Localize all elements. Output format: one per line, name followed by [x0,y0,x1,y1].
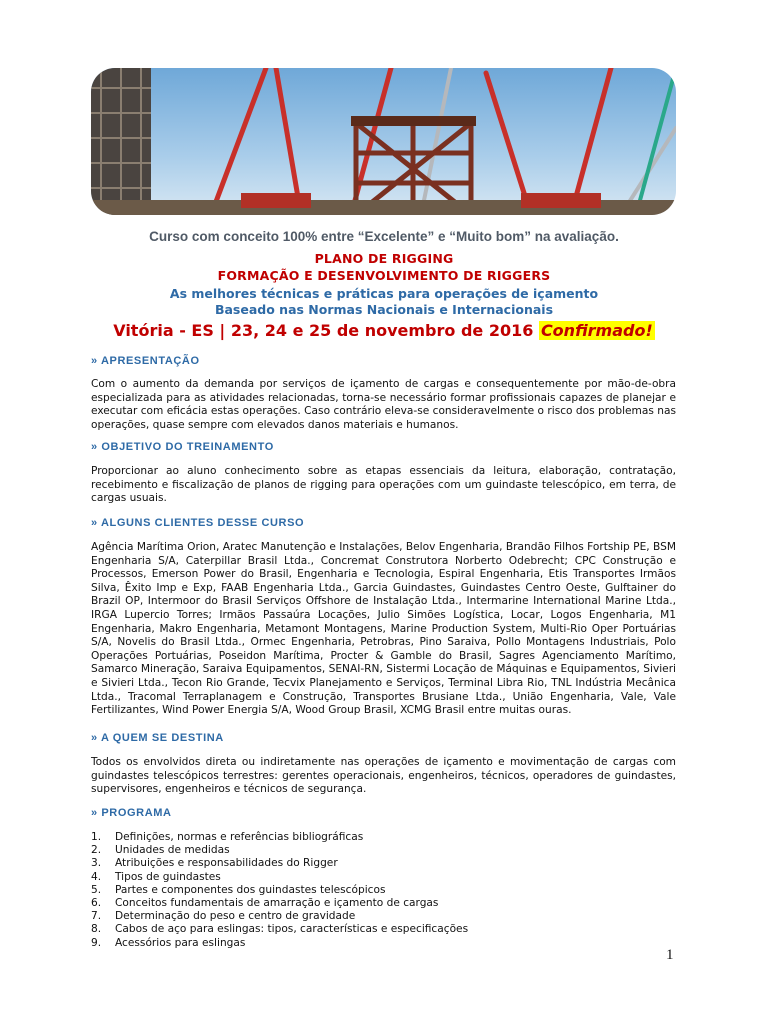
heading-objetivo: » OBJETIVO DO TREINAMENTO [91,441,274,453]
list-item [91,884,676,897]
page-number: 1 [666,947,674,963]
heading-programa: » PROGRAMA [91,807,172,819]
list-item-text: Unidades de medidas [115,844,230,857]
list-item [91,910,676,923]
course-title: PLANO DE RIGGING [314,251,454,266]
course-tagline-2: Baseado nas Normas Nacionais e Internacionais [214,302,554,317]
cranes-photo [91,68,676,215]
list-item-number: 4. [91,870,102,883]
heading-destina: » A QUEM SE DESTINA [91,732,224,744]
text-clientes: Agência Marítima Orion, Aratec Manutenção e Instalações, Belov Engenharia, Brandão Filhos Fortship PE, BSM Engenharia S/A, Caterpillar Brasil Ltda., Concremat Construtora Norberto Odebrecht; CPC Construção e Processos, Emerson Power do Brasil, Engenharia e Tecnologia, Espiral Engenharia, Etis Transportes Irmãos Silva, Êxito Imp e Exp, FAAB Engenharia Ltda., Garcia Guindastes, Guindastes Centro Oeste, Gulftainer do Brazil OP, Intermoor do Brasil Serviços Offshore de Instalação Ltda., Intermarine International Marine Ltda., IRGA Lupercio Torres; Irmãos Passaúra Locações, Julio Simões Logística, Locar, Logos Engenharia, M1 Engenharia, Makro Engenharia, Metamont Montagens, Marine Production System, Multi-Rio Oper Portuárias S/A, Novelis do Brasil Ltda., Ormec Engenharia, Petrobras, Pino Saraiva, Pollo Montagens Industriais, Polo Operações Portuárias, Poseidon Marítima, Procter & Gamble do Brasil, Sagres Agenciamento Marítimo, Samarco Mineração, Saraiva Equipamentos, SENAI-RN, Sistermi Locação de Máquinas e Equipamentos, Sivieri e Sivieri Ltda., Tecon Rio Grande, Tecvix Planejamento e Serviços, Terminal Libra Rio, TNL Indústria Mecânica Ltda., Tracomal Terraplanagem e Construção, Transportes Brusiane Ltda., União Engenharia, Vale, Vale Fertilizantes, Wind Power Energia S/A, Wood Group Brasil, XCMG Brasil entre muitas ouras. [91,541,676,717]
list-item-text: Conceitos fundamentais de amarração e içamento de cargas [115,897,439,910]
list-item-number: 9. [91,936,102,949]
list-item-number: 6. [91,897,102,910]
heading-clientes: » ALGUNS CLIENTES DESSE CURSO [91,517,305,529]
confirmed-badge: Confirmado! [540,321,653,340]
list-item-text: Partes e componentes dos guindastes telescópicos [115,883,386,896]
heading-apresentacao: » APRESENTAÇÃO [91,355,200,367]
list-item-number: 2. [91,844,102,857]
course-subtitle-red: FORMAÇÃO E DESENVOLVIMENTO DE RIGGERS [217,268,551,283]
list-item-text: Determinação do peso e centro de gravidade [115,910,356,923]
text-apresentacao: Com o aumento da demanda por serviços de içamento de cargas e consequentemente por mão-de-obra especializada para as atividades relacionadas, torna-se necessário formar profissionais capazes de planejar e executar com eficácia estas operações. Caso contrário eleva-se consideravelmente o risco dos problemas nas operações, quase sempre com elevados danos materiais e humanos. [91,378,676,431]
list-item-text: Atribuições e responsabilidades do Rigger [115,857,338,870]
list-item-number: 8. [91,923,102,936]
list-item-text: Acessórios para eslingas [115,936,246,949]
list-item-text: Definições, normas e referências bibliográficas [115,831,364,843]
list-item-number: 1. [91,831,102,843]
list-item-text: Cabos de aço para eslingas: tipos, características e especificações [115,923,469,936]
list-item-number: 7. [91,910,102,923]
list-item [91,923,676,936]
list-item [91,831,676,844]
program-list [91,831,676,950]
list-item [91,857,676,870]
list-item [91,844,676,857]
course-tagline-1: As melhores técnicas e práticas para operações de içamento [169,286,599,301]
list-item-text: Tipos de guindastes [115,870,221,883]
event-text: Vitória - ES | 23, 24 e 25 de novembro de 2016 [113,321,539,340]
list-item-number: 3. [91,857,102,870]
event-location-date [0,321,768,340]
list-item [91,897,676,910]
text-destina: Todos os envolvidos direta ou indiretamente nas operações de içamento e movimentação de cargas com guindastes telescópicos terrestres: gerentes operacionais, engenheiros, técnicos, operadores de guindastes, supervisores, engenheiros e técnicos de segurança. [91,756,676,796]
list-item-number: 5. [91,883,102,896]
list-item [91,937,676,950]
list-item [91,871,676,884]
text-objetivo: Proporcionar ao aluno conhecimento sobre as etapas essenciais da leitura, elaboração, contratação, recebimento e fiscalização de planos de rigging para operações com um guindaste telescópico, em terra, de cargas usuais. [91,465,676,505]
course-rating: Curso com conceito 100% entre “Excelente” e “Muito bom” na avaliação. [149,229,619,244]
